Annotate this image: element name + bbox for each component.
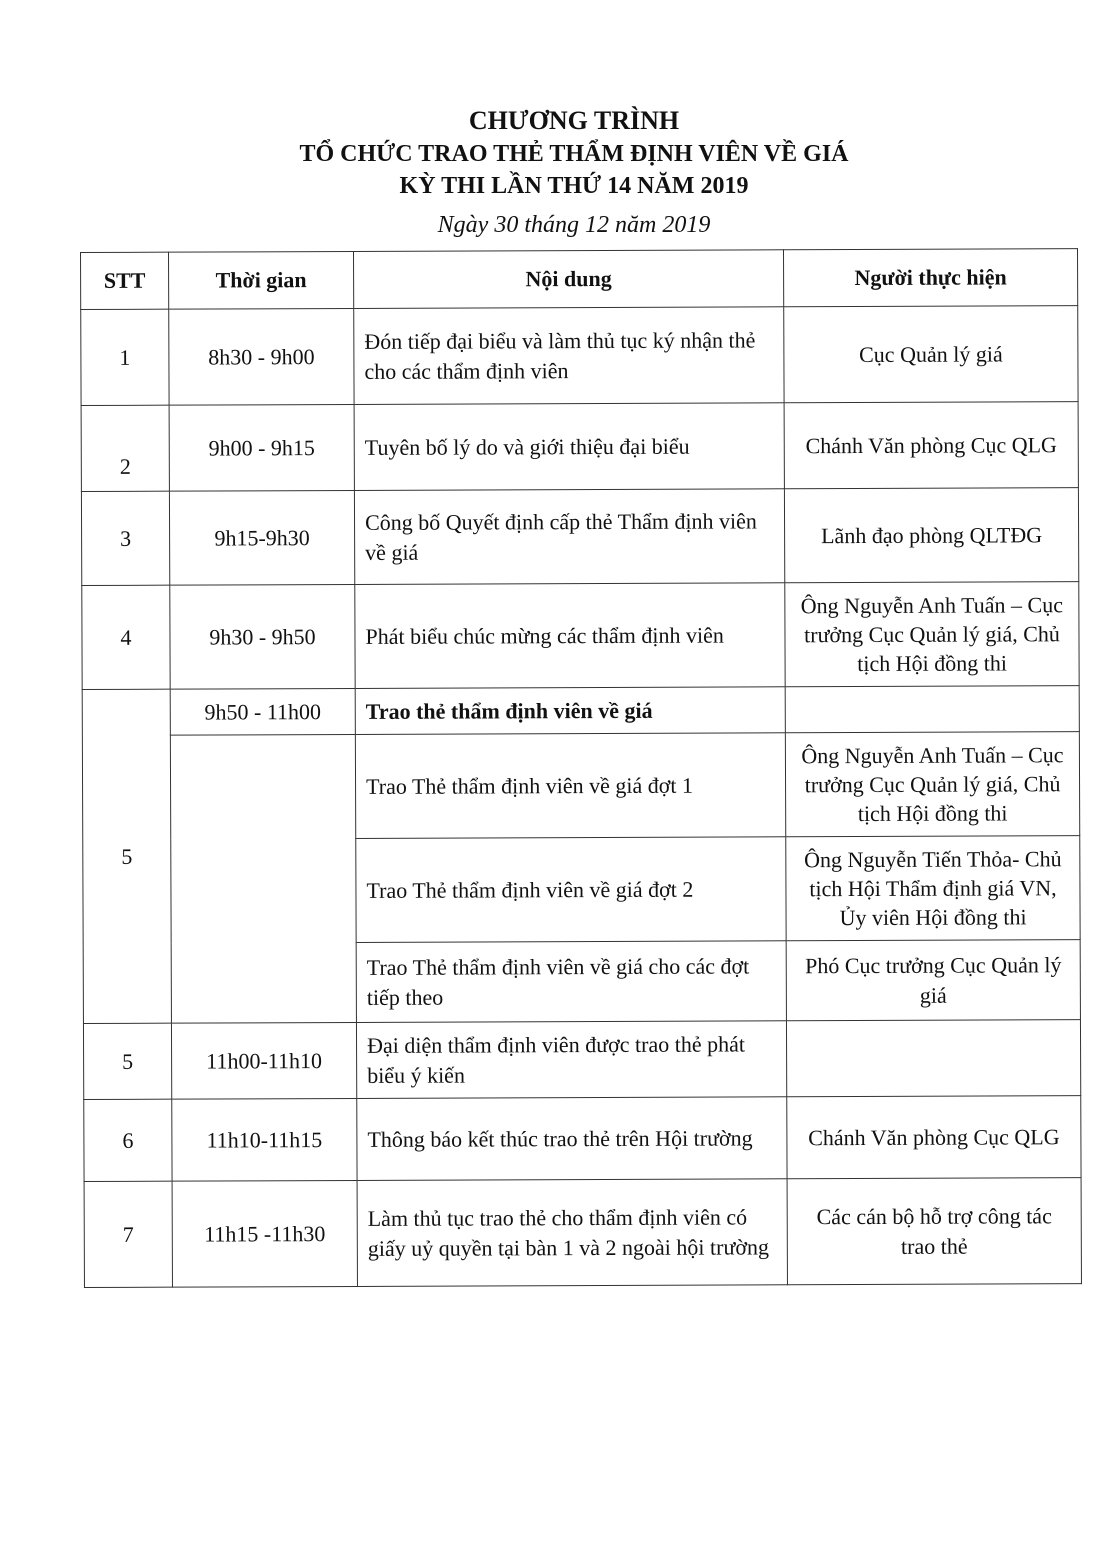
cell-time: 11h10-11h15 (172, 1098, 357, 1181)
table-row (82, 582, 1079, 690)
cell-person (785, 686, 1079, 733)
column-header-stt: STT (81, 252, 169, 309)
column-header-time: Thời gian (169, 251, 354, 309)
cell-person (786, 1020, 1080, 1097)
column-header-content: Nội dung (353, 250, 783, 309)
table-row (84, 1178, 1081, 1288)
cell-stt: 3 (81, 491, 169, 585)
cell-content: Tuyên bố lý do và giới thiệu đại biểu (354, 403, 784, 491)
table-row (81, 402, 1078, 492)
cell-time: 9h15-9h30 (169, 490, 354, 585)
cell-stt: 2 (81, 405, 169, 491)
cell-person: Các cán bộ hỗ trợ công tác trao thẻ (787, 1178, 1081, 1285)
cell-stt: 5 (82, 689, 171, 1023)
cell-time: 8h30 - 9h00 (169, 308, 354, 405)
table-row (83, 1020, 1080, 1100)
cell-time: 9h30 - 9h50 (170, 584, 355, 689)
cell-person: Chánh Văn phòng Cục QLG (784, 402, 1078, 489)
document-subtitle: TỔ CHỨC TRAO THẺ THẨM ĐỊNH VIÊN VỀ GIÁ (299, 141, 849, 167)
cell-content: Trao Thẻ thẩm định viên về giá đợt 1 (355, 733, 785, 839)
cell-stt: 4 (82, 585, 170, 689)
cell-content: Trao Thẻ thẩm định viên về giá cho các đợt tiếp theo (356, 941, 786, 1023)
cell-person: Ông Nguyễn Anh Tuấn – Cục trưởng Cục Quản lý giá, Chủ tịch Hội đồng thi (785, 582, 1079, 687)
cell-person: Phó Cục trưởng Cục Quản lý giá (786, 940, 1080, 1021)
column-header-person: Người thực hiện (783, 249, 1077, 307)
cell-time-empty (170, 734, 356, 1023)
cell-content: Làm thủ tục trao thẻ cho thẩm định viên có giấy uỷ quyền tại bàn 1 và 2 ngoài hội trường (357, 1179, 787, 1287)
schedule-table (80, 248, 1082, 1288)
cell-content-section-heading: Trao thẻ thẩm định viên về giá (355, 687, 785, 735)
document-date: Ngày 30 tháng 12 năm 2019 (437, 212, 711, 238)
cell-time: 9h00 - 9h15 (169, 404, 354, 491)
table-row (82, 686, 1079, 736)
table-subrow (82, 732, 1079, 840)
cell-person: Lãnh đạo phòng QLTĐG (784, 488, 1078, 583)
cell-content: Đón tiếp đại biểu và làm thủ tục ký nhận thẻ cho các thẩm định viên (354, 307, 784, 405)
cell-stt: 6 (84, 1099, 172, 1181)
cell-stt: 7 (84, 1181, 172, 1287)
cell-person: Cục Quản lý giá (784, 306, 1078, 403)
cell-time: 11h00-11h10 (171, 1022, 356, 1099)
cell-person: Ông Nguyễn Tiến Thỏa- Chủ tịch Hội Thẩm định giá VN, Ủy viên Hội đồng thi (786, 836, 1080, 941)
cell-content: Trao Thẻ thẩm định viên về giá đợt 2 (356, 837, 786, 943)
cell-stt: 1 (81, 309, 169, 405)
cell-content: Phát biểu chúc mừng các thẩm định viên (355, 583, 785, 689)
cell-person: Ông Nguyễn Anh Tuấn – Cục trưởng Cục Quản lý giá, Chủ tịch Hội đồng thi (785, 732, 1079, 837)
cell-content: Thông báo kết thúc trao thẻ trên Hội trường (357, 1097, 787, 1181)
cell-time: 9h50 - 11h00 (170, 688, 355, 735)
cell-content: Công bố Quyết định cấp thẻ Thẩm định viên về giá (354, 489, 784, 585)
document-title: CHƯƠNG TRÌNH (468, 106, 680, 135)
cell-time: 11h15 -11h30 (172, 1180, 357, 1287)
table-row (81, 488, 1078, 586)
table-header-row (81, 249, 1078, 310)
exam-title: KỲ THI LẦN THỨ 14 NĂM 2019 (399, 173, 749, 199)
table-row (84, 1096, 1081, 1182)
cell-person: Chánh Văn phòng Cục QLG (787, 1096, 1081, 1179)
table-row (81, 306, 1078, 406)
cell-stt: 5 (83, 1023, 171, 1099)
cell-content: Đại diện thẩm định viên được trao thẻ phát biểu ý kiến (356, 1021, 786, 1099)
